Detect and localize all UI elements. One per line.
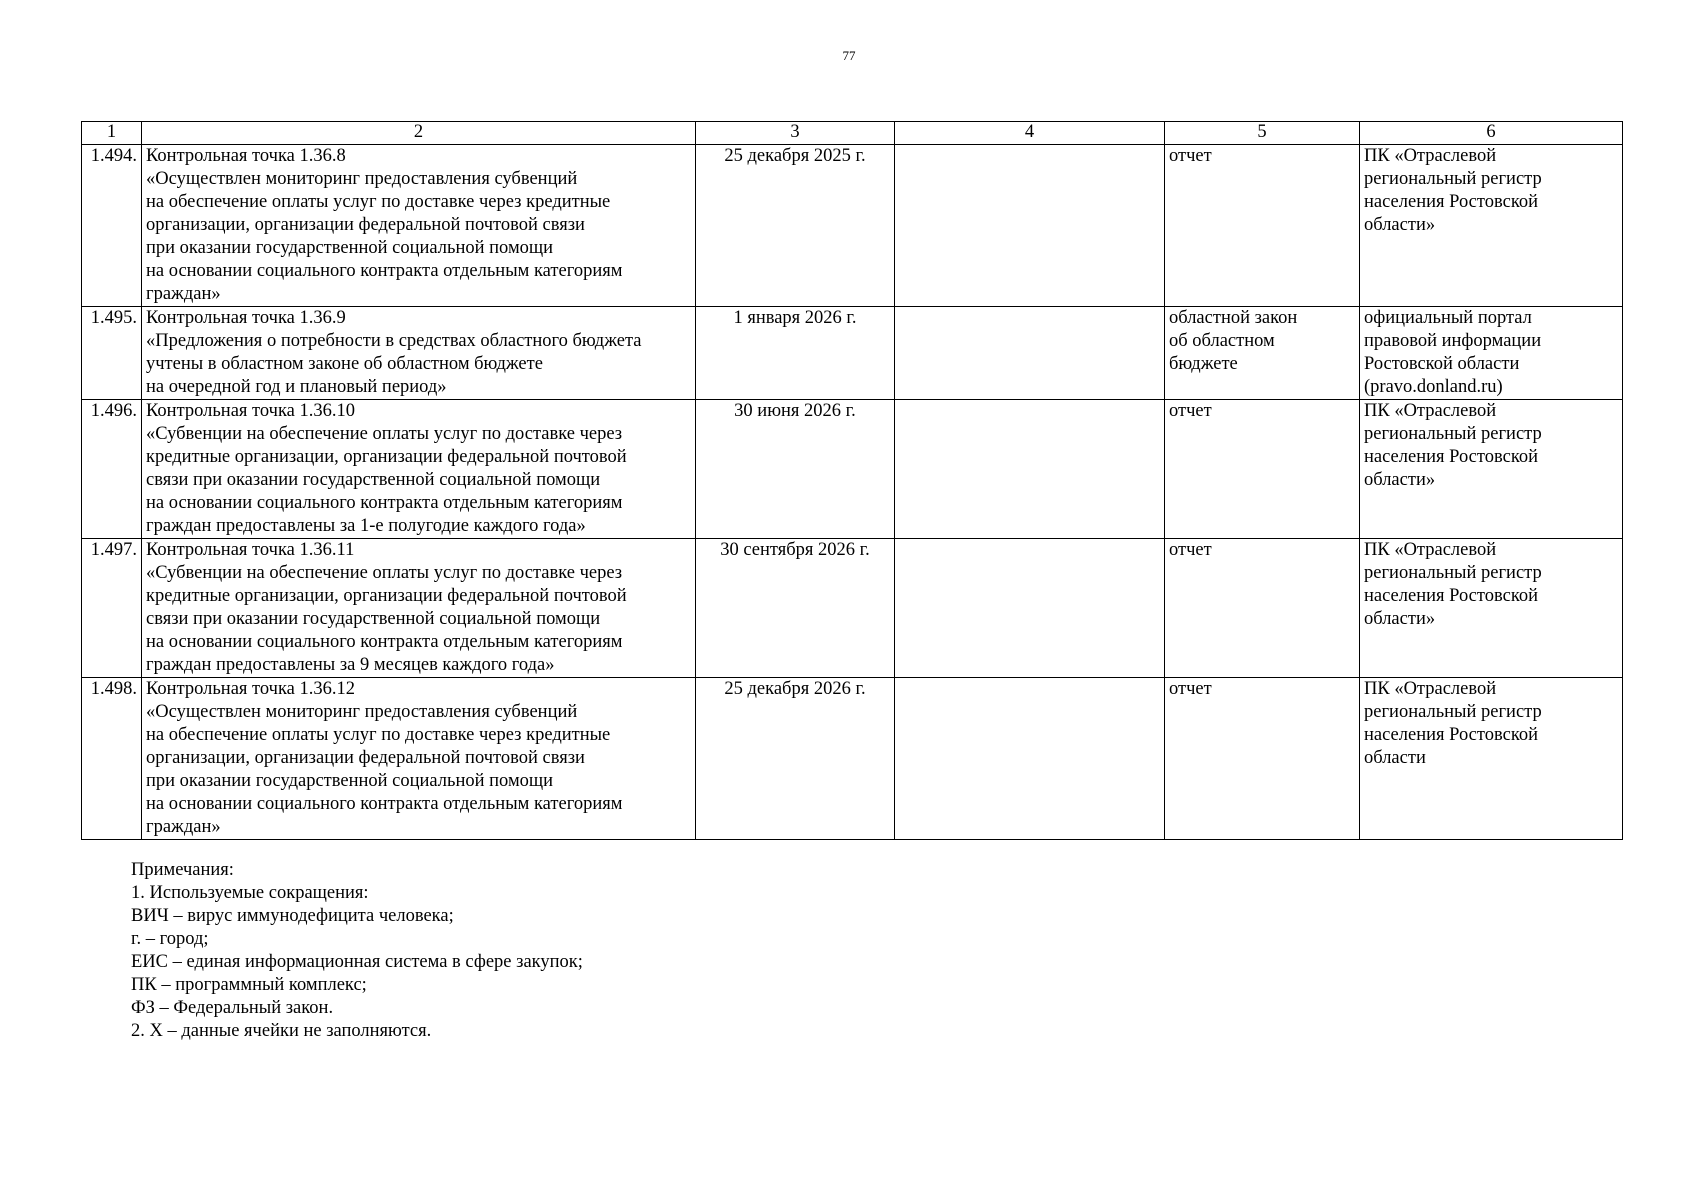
document-type-cell [1165, 400, 1360, 539]
control-point-description-line: связи при оказании государственной социальной помощи [146, 609, 601, 629]
notes-heading: Примечания: [131, 860, 234, 880]
column-header-5: 5 [1165, 122, 1360, 145]
document-type-line: областной закон [1169, 308, 1298, 328]
control-point-description-line: «Субвенции на обеспечение оплаты услуг по доставке через [146, 424, 623, 444]
information-source-line: официальный портал [1364, 308, 1532, 328]
document-type-line: отчет [1169, 540, 1212, 560]
date-cell [696, 539, 895, 678]
column-header-3: 3 [696, 122, 895, 145]
control-point-description-line: граждан предоставлены за 1-е полугодие каждого года» [146, 516, 586, 536]
information-source-cell [1360, 307, 1623, 400]
information-source-line: населения Ростовской [1364, 586, 1539, 606]
document-type-cell [1165, 145, 1360, 307]
control-point-description-line: граждан предоставлены за 9 месяцев каждого года» [146, 655, 555, 675]
table-row [82, 400, 1623, 539]
control-point-description-line: на основании социального контракта отдельным категориям [146, 261, 623, 281]
column-header-2: 2 [142, 122, 696, 145]
control-points-table [81, 121, 1623, 840]
information-source-line: региональный регистр [1364, 169, 1542, 189]
control-point-description-line: на обеспечение оплаты услуг по доставке через кредитные [146, 192, 611, 212]
control-point-title: Контрольная точка 1.36.8 [146, 146, 346, 166]
row-number-cell [82, 678, 142, 840]
information-source-line: населения Ростовской [1364, 725, 1539, 745]
document-type-cell [1165, 307, 1360, 400]
document-type-line: отчет [1169, 679, 1212, 699]
information-source-cell [1360, 678, 1623, 840]
control-point-date: 25 декабря 2025 г. [724, 146, 866, 166]
column-4-cell [895, 400, 1165, 539]
control-point-title: Контрольная точка 1.36.9 [146, 308, 346, 328]
control-point-cell [142, 400, 696, 539]
control-point-description-line: на основании социального контракта отдельным категориям [146, 794, 623, 814]
control-point-description-line: на очередной год и плановый период» [146, 377, 447, 397]
control-point-description-line: при оказании государственной социальной помощи [146, 238, 554, 258]
control-point-description-line: на обеспечение оплаты услуг по доставке через кредитные [146, 725, 611, 745]
row-number-cell [82, 400, 142, 539]
column-4-cell [895, 678, 1165, 840]
row-number-cell [82, 307, 142, 400]
row-number: 1.494. [90, 146, 137, 166]
control-point-cell [142, 678, 696, 840]
note-line: 1. Используемые сокращения: [131, 883, 369, 903]
control-point-description-line: организации, организации федеральной почтовой связи [146, 748, 585, 768]
column-header-1: 1 [82, 122, 142, 145]
information-source-line: области» [1364, 215, 1436, 235]
document-type-line: отчет [1169, 146, 1212, 166]
note-line: ЕИС – единая информационная система в сфере закупок; [131, 952, 583, 972]
column-4-cell [895, 539, 1165, 678]
information-source-line: региональный регистр [1364, 424, 1542, 444]
control-point-date: 1 января 2026 г. [733, 308, 857, 328]
row-number-cell [82, 539, 142, 678]
information-source-line: ПК «Отраслевой [1364, 146, 1497, 166]
control-point-description-line: граждан» [146, 284, 221, 304]
table-row [82, 145, 1623, 307]
table-row [82, 678, 1623, 840]
note-line: ВИЧ – вирус иммунодефицита человека; [131, 906, 454, 926]
column-header-6: 6 [1360, 122, 1623, 145]
note-line: ФЗ – Федеральный закон. [131, 998, 334, 1018]
information-source-line: правовой информации [1364, 331, 1542, 351]
column-4-cell [895, 145, 1165, 307]
information-source-line: региональный регистр [1364, 702, 1542, 722]
information-source-line: региональный регистр [1364, 563, 1542, 583]
control-point-description-line: «Предложения о потребности в средствах областного бюджета [146, 331, 642, 351]
column-header-4: 4 [895, 122, 1165, 145]
information-source-cell [1360, 400, 1623, 539]
control-point-title: Контрольная точка 1.36.10 [146, 401, 356, 421]
information-source-line: ПК «Отраслевой [1364, 401, 1497, 421]
table-row [82, 539, 1623, 678]
row-number: 1.498. [90, 679, 137, 699]
control-point-description-line: граждан» [146, 817, 221, 837]
control-point-description-line: учтены в областном законе об областном бюджете [146, 354, 543, 374]
row-number: 1.495. [90, 308, 137, 328]
column-4-cell [895, 307, 1165, 400]
document-type-cell [1165, 678, 1360, 840]
notes-section [131, 859, 583, 1043]
notes-list [131, 882, 583, 1043]
date-cell [696, 400, 895, 539]
document-type-cell [1165, 539, 1360, 678]
date-cell [696, 145, 895, 307]
information-source-cell [1360, 539, 1623, 678]
control-point-description-line: при оказании государственной социальной помощи [146, 771, 554, 791]
document-type-line: об областном [1169, 331, 1275, 351]
note-line: г. – город; [131, 929, 209, 949]
row-number-cell [82, 145, 142, 307]
document-type-line: отчет [1169, 401, 1212, 421]
note-line: ПК – программный комплекс; [131, 975, 367, 995]
control-point-cell [142, 539, 696, 678]
row-number: 1.497. [90, 540, 137, 560]
page-number: 77 [842, 48, 856, 63]
table-header-row [82, 122, 1623, 145]
information-source-line: населения Ростовской [1364, 447, 1539, 467]
control-point-cell [142, 145, 696, 307]
control-point-title: Контрольная точка 1.36.12 [146, 679, 356, 699]
control-point-description-line: «Осуществлен мониторинг предоставления субвенций [146, 169, 578, 189]
information-source-line: области» [1364, 609, 1436, 629]
control-point-date: 30 июня 2026 г. [734, 401, 856, 421]
control-point-description-line: на основании социального контракта отдельным категориям [146, 632, 623, 652]
information-source-line: Ростовской области [1364, 354, 1520, 374]
note-line: 2. X – данные ячейки не заполняются. [131, 1021, 432, 1041]
control-point-description-line: на основании социального контракта отдельным категориям [146, 493, 623, 513]
control-point-cell [142, 307, 696, 400]
control-point-description-line: организации, организации федеральной почтовой связи [146, 215, 585, 235]
control-point-description-line: связи при оказании государственной социальной помощи [146, 470, 601, 490]
information-source-line: (pravo.donland.ru) [1364, 377, 1503, 397]
control-point-title: Контрольная точка 1.36.11 [146, 540, 355, 560]
table-body [82, 145, 1623, 840]
control-point-description-line: «Осуществлен мониторинг предоставления субвенций [146, 702, 578, 722]
control-point-date: 30 сентября 2026 г. [720, 540, 870, 560]
control-point-description-line: кредитные организации, организации федеральной почтовой [146, 447, 627, 467]
information-source-line: области [1364, 748, 1426, 768]
date-cell [696, 678, 895, 840]
information-source-line: области» [1364, 470, 1436, 490]
control-point-description-line: кредитные организации, организации федеральной почтовой [146, 586, 627, 606]
row-number: 1.496. [90, 401, 137, 421]
information-source-line: ПК «Отраслевой [1364, 679, 1497, 699]
information-source-cell [1360, 145, 1623, 307]
date-cell [696, 307, 895, 400]
information-source-line: ПК «Отраслевой [1364, 540, 1497, 560]
information-source-line: населения Ростовской [1364, 192, 1539, 212]
control-point-date: 25 декабря 2026 г. [724, 679, 866, 699]
control-point-description-line: «Субвенции на обеспечение оплаты услуг по доставке через [146, 563, 623, 583]
table-row [82, 307, 1623, 400]
document-type-line: бюджете [1169, 354, 1238, 374]
